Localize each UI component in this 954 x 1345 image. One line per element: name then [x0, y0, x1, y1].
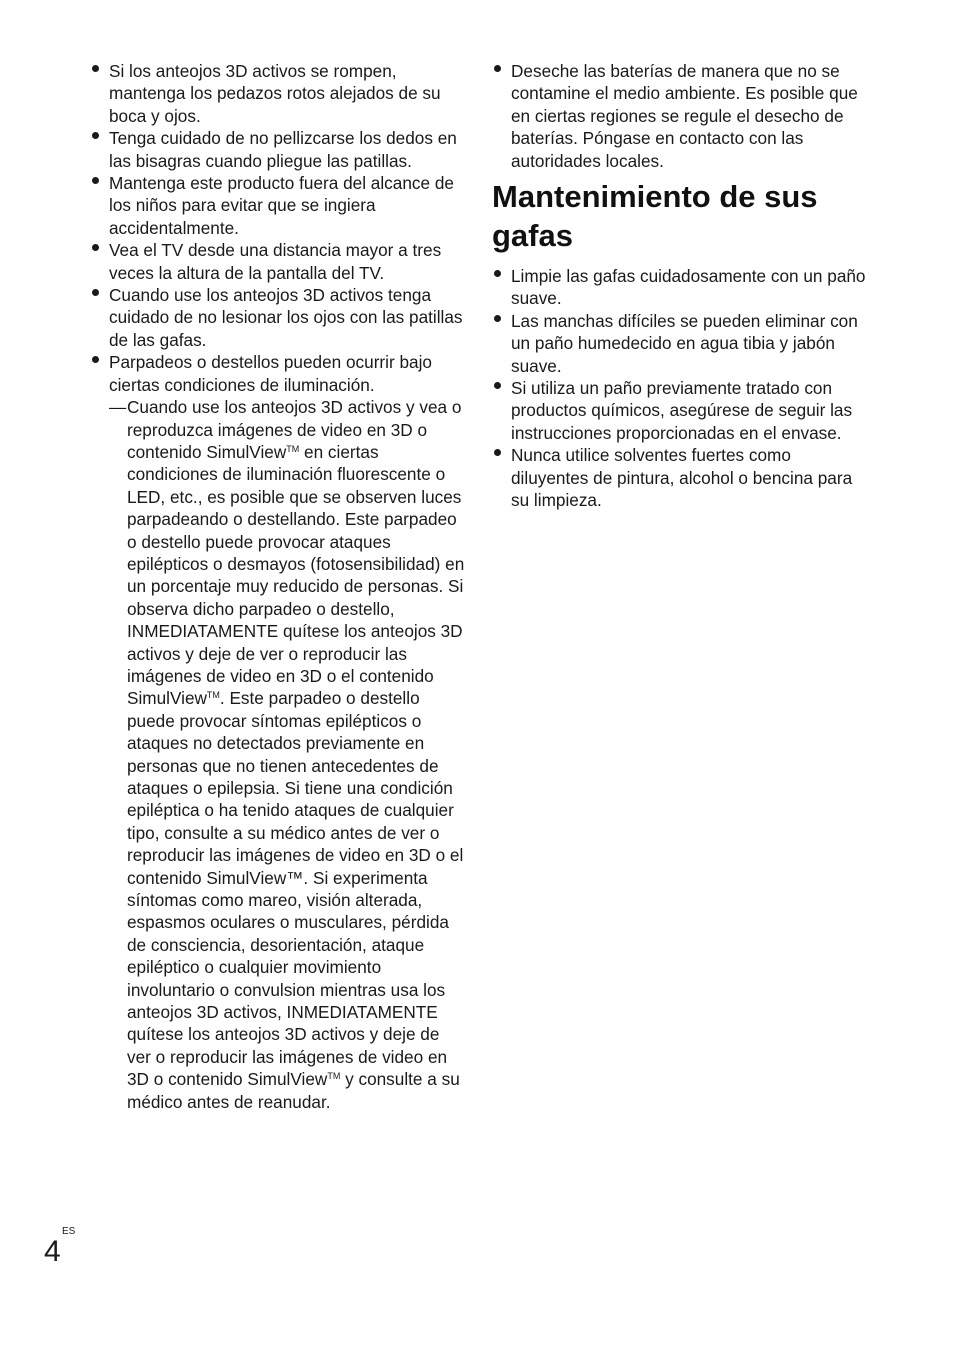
list-item: Vea el TV desde una distancia mayor a tres veces la altura de la pantalla del TV. [90, 239, 468, 284]
warning-text-part: y consulte a su médico antes de reanudar. [127, 1069, 460, 1112]
list-item [90, 351, 468, 1113]
left-column [90, 60, 468, 1113]
battery-bullet-list [492, 60, 872, 172]
warning-text-part: Cuando use los anteojos 3D activos y vea o reproduzca imágenes de video en 3D o contenido SimulView [127, 397, 462, 462]
list-item: Si los anteojos 3D activos se rompen, mantenga los pedazos rotos alejados de su boca y ojos. [90, 60, 468, 127]
list-item: Nunca utilice solventes fuertes como diluyentes de pintura, alcohol o bencina para su limpieza. [492, 444, 872, 511]
right-column [492, 60, 872, 512]
section-heading: Mantenimiento de sus gafas [492, 179, 818, 254]
list-item: Cuando use los anteojos 3D activos tenga cuidado de no lesionar los ojos con las patillas de las gafas. [90, 284, 468, 351]
flicker-warning-subitem [109, 396, 468, 1113]
trademark-mark: TM [327, 1071, 341, 1082]
warning-text-part: . Este parpadeo o destello puede provocar síntomas epilépticos o ataques no detectados previamente en personas que no tienen antecedentes de ataques o epilepsia. Si tiene una condición epiléptica o ha tenido ataques de cualquier tipo, consulte a su médico antes de ver o reproducir las imágenes de video en 3D o el contenido SimulView™. Si experimenta síntomas como mareo, visión alterada, espasmos oculares o musculares, pérdida de consciencia, desorientación, ataque epiléptico o cualquier movimiento involuntario o convulsion mientras usa los anteojos 3D activos, INMEDIATAMENTE quítese los anteojos 3D activos y deje de ver o reproducir las imágenes de video en 3D o contenido SimulView [127, 688, 464, 1090]
list-item: Mantenga este producto fuera del alcance de los niños para evitar que se ingiera accidentalmente. [90, 172, 468, 239]
list-item-text: Parpadeos o destellos pueden ocurrir bajo ciertas condiciones de iluminación. [109, 352, 432, 395]
trademark-mark: TM [206, 690, 220, 701]
language-code: ES [62, 1226, 76, 1237]
warning-text-part: en ciertas condiciones de iluminación fluorescente o LED, etc., es posible que se observen luces parpadeando o destellando. Este parpadeo o destello puede provocar ataques epilépticos o desmayos (fotosensibilidad) en un porcentaje muy reducido de personas. Si observa dicho parpadeo o destello, INMEDIATAMENTE quítese los anteojos 3D activos y deje de ver o reproducir las imágenes de video en 3D o el contenido SimulView [127, 441, 465, 709]
list-item: Las manchas difíciles se pueden eliminar con un paño humedecido en agua tibia y jabón suave. [492, 310, 872, 377]
trademark-mark: TM [286, 443, 300, 454]
list-item: Deseche las baterías de manera que no se contamine el medio ambiente. Es posible que en ciertas regiones se regule el desecho de baterías. Póngase en contacto con las autoridades locales. [492, 60, 872, 172]
list-item: Tenga cuidado de no pellizcarse los dedos en las bisagras cuando pliegue las patillas. [90, 127, 468, 172]
list-item: Si utiliza un paño previamente tratado con productos químicos, asegúrese de seguir las instrucciones proporcionadas en el envase. [492, 377, 872, 444]
safety-bullet-list [90, 60, 468, 1113]
maintenance-bullet-list [492, 265, 872, 511]
list-item: Limpie las gafas cuidadosamente con un paño suave. [492, 265, 872, 310]
page-number: 4 [44, 1235, 61, 1268]
